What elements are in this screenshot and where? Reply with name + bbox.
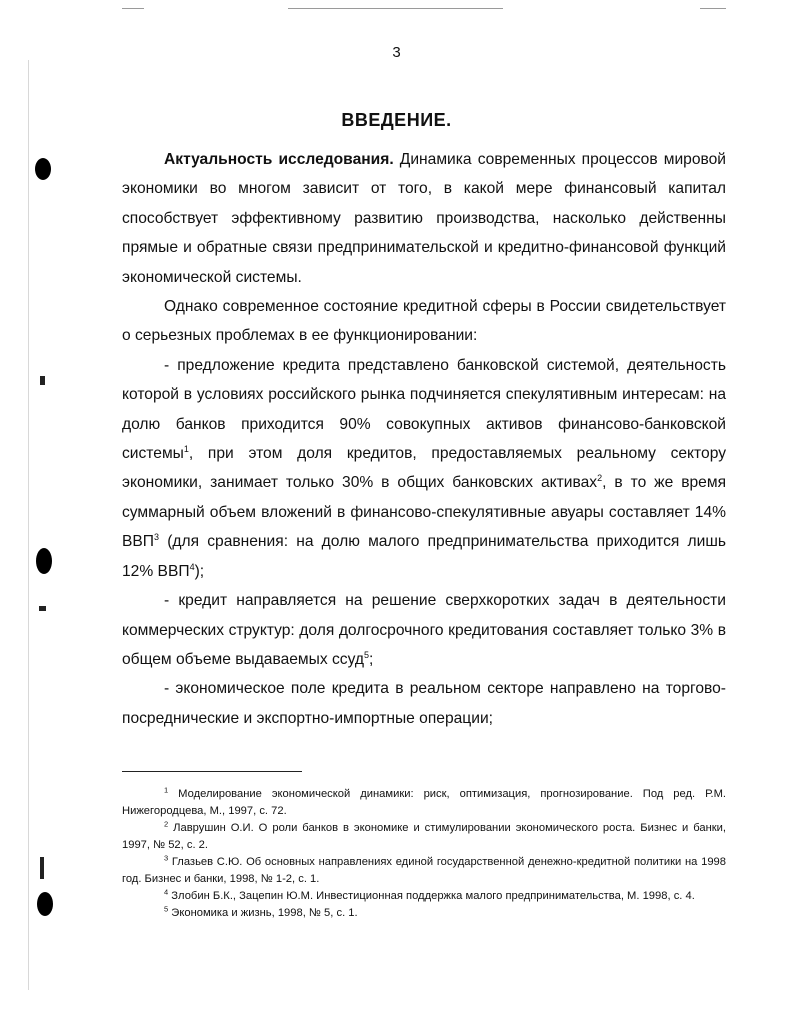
punch-hole-3	[37, 892, 53, 916]
paragraph-lead: Актуальность исследования.	[164, 151, 394, 168]
footnote-mark: 4	[164, 887, 169, 897]
punch-hole-2	[36, 548, 52, 574]
section-heading: ВВЕДЕНИЕ.	[341, 110, 452, 130]
footnote-separator	[122, 771, 302, 772]
footnote-mark: 1	[164, 785, 169, 795]
footnote-ref: 5	[363, 649, 369, 660]
paragraph-credit-sphere: Однако современное состояние кредитной сферы в России свидетельствует о серьезных проблемах в ее функционировании:	[122, 298, 726, 345]
page-number: 3	[392, 44, 401, 61]
punch-hole-1	[35, 158, 51, 180]
paragraph-short-term-credit: - кредит направляется на решение сверхкоротких задач в деятельности коммерческих структур: доля долгосрочного кредитования составляет только 3% в общем объеме выдаваемых ссуд$^5$;	[122, 592, 726, 668]
main-text	[122, 145, 726, 733]
footnote-3: $^3$ Глазьев С.Ю. Об основных направлениях единой государственной денежно-кредитной политики на 1998 год. Бизнес и банки, 1998, № 1-2, с. 1.	[122, 853, 726, 885]
footnote-5: $^5$ Экономика и жизнь, 1998, № 5, с. 1.	[164, 904, 358, 919]
paragraph-trade-operations: - экономическое поле кредита в реальном секторе направлено на торгово-посреднические и экспортно-импортные операции;	[122, 680, 726, 727]
footnote-ref: 4	[189, 561, 195, 572]
scan-top-line-center	[288, 8, 503, 9]
speck-3	[40, 857, 44, 879]
footnote-2: $^2$ Лаврушин О.И. О роли банков в экономике и стимулировании экономического роста. Бизнес и банки, 1997, № 52, с. 2.	[122, 819, 726, 851]
scan-top-line-left	[122, 8, 144, 9]
footnote-1: $^1$ Моделирование экономической динамики: риск, оптимизация, прогнозирование. Под ред. Р.М. Нижегородцева, М., 1997, с. 72.	[122, 785, 726, 817]
paragraph-relevance: Актуальность исследования. Динамика современных процессов мировой экономики во многом зависит от того, в какой мере финансовый капитал способствует эффективному развитию производства, насколько действенны прямые и обратные связи предпринимательской и кредитно-финансовой функций экономической системы.	[122, 151, 726, 286]
footnote-mark: 2	[164, 819, 169, 829]
footnote-mark: 3	[164, 853, 169, 863]
scan-top-line-right	[700, 8, 726, 9]
speck-1	[40, 376, 45, 385]
footnote-ref: 3	[154, 532, 160, 543]
paragraph-credit-supply: - предложение кредита представлено банковской системой, деятельность которой в условиях российского рынка подчиняется спекулятивным интересам: на долю банков приходится 90% совокупных активов финансово-банковской системы$^1$, при этом доля кредитов, предоставляемых реальному сектору экономики, занимает только 30% в общих банковских активах$^2$, в то же время суммарный объем вложений в финансово-спекулятивные авуары составляет 14% ВВП$^3$ (для сравнения: на долю малого предпринимательства приходится лишь 12% ВВП$^4$);	[122, 356, 727, 580]
footnote-ref: 1	[183, 443, 189, 454]
footnote-4: $^4$ Злобин Б.К., Зацепин Ю.М. Инвестиционная поддержка малого предпринимательства, М. 1998, с. 4.	[164, 887, 695, 902]
footnote-ref: 2	[597, 473, 603, 484]
page-edge-shadow	[28, 60, 29, 990]
speck-2	[39, 606, 46, 611]
footnotes	[122, 786, 726, 922]
footnote-mark: 5	[164, 904, 169, 914]
